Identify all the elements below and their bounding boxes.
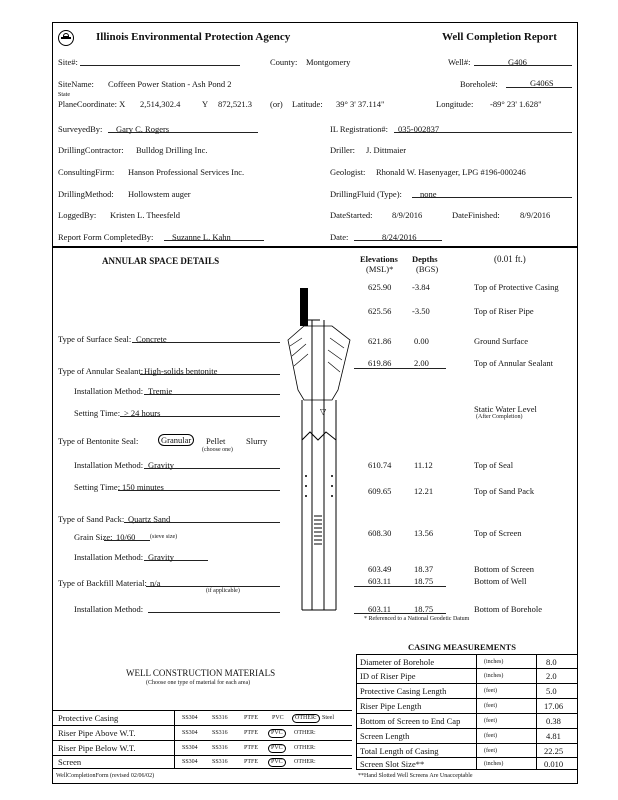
date-value: 8/24/2016	[382, 232, 417, 242]
casing-title: CASING MEASUREMENTS	[408, 642, 516, 652]
datum-footnote: * Referenced to a National Geodetic Datum	[364, 616, 470, 622]
site-field[interactable]	[80, 65, 240, 66]
x-value: 2,514,302.4	[140, 99, 181, 109]
bentonite-option-granular[interactable]: Granular	[158, 434, 194, 446]
date-started-label: DateStarted:	[330, 210, 373, 220]
protective-casing-icon	[300, 288, 308, 326]
agency-seal-icon	[58, 30, 74, 46]
plane-coord-label: PlaneCoordinate: X	[58, 99, 126, 109]
county-label: County:	[270, 57, 298, 67]
section-divider	[52, 246, 578, 248]
static-water-note: (After Completion)	[476, 414, 523, 420]
bentonite-install-label: Installation Method:	[74, 460, 144, 470]
bentonite-choose-note: (choose one)	[202, 447, 233, 453]
il-reg-label: IL Registration#:	[330, 124, 388, 134]
grain-size-label: Grain Size:	[74, 532, 113, 542]
drilling-contractor-label: DrillingContractor:	[58, 145, 124, 155]
or-label: (or)	[270, 99, 283, 109]
annular-sealant-label: Type of Annular Sealant:	[58, 366, 144, 376]
logged-value: Kristen L. Theesfeld	[110, 210, 180, 220]
agency-name: Illinois Environmental Protection Agency	[96, 31, 291, 43]
depths-unit: (BGS)	[416, 264, 439, 274]
form-footer: WellCompletionForm (revised 02/06/02)	[56, 773, 155, 779]
y-value: 872,521.3	[218, 99, 252, 109]
depths-header: Depths	[412, 254, 438, 264]
well-value: G406	[508, 57, 527, 67]
drilling-method-value: Hollowstem auger	[128, 189, 191, 199]
well-diagram	[280, 280, 360, 625]
driller-value: J. Dittmaier	[366, 145, 407, 155]
county-value: Montgomery	[306, 57, 351, 67]
setting-time-label: Setting Time:	[74, 408, 121, 418]
backfill-note: (if applicable)	[206, 588, 240, 594]
logged-label: LoggedBy:	[58, 210, 97, 220]
backfill-label: Type of Backfill Material:	[58, 578, 147, 588]
site-name-label: SiteName:	[58, 79, 94, 89]
surface-seal-value: Concrete	[136, 334, 167, 344]
sandpack-install-value: Gravity	[148, 552, 174, 562]
elevations-header: Elevations	[360, 254, 398, 264]
report-title: Well Completion Report	[442, 31, 557, 43]
date-finished-value: 8/9/2016	[520, 210, 551, 220]
annular-install-value: Tremie	[148, 386, 173, 396]
materials-subtitle: (Choose one type of material for each area)	[146, 680, 251, 686]
drilling-fluid-label: DrillingFluid (Type):	[330, 189, 402, 199]
drilling-fluid-value: none	[420, 189, 437, 199]
bentonite-setting-label: Setting Time:	[74, 482, 121, 492]
surface-seal-label: Type of Surface Seal:	[58, 334, 132, 344]
precision-note: (0.01 ft.)	[494, 254, 526, 264]
latitude-label: Latitude:	[292, 99, 323, 109]
sandpack-label: Type of Sand Pack:	[58, 514, 125, 524]
il-reg-value: 035-002837	[398, 124, 440, 134]
bentonite-seal-label: Type of Bentonite Seal:	[58, 436, 139, 446]
grain-size-unit: (sieve size)	[150, 534, 178, 540]
y-label: Y	[202, 99, 209, 109]
consulting-value: Hanson Professional Services Inc.	[128, 167, 245, 177]
longitude-label: Longitude:	[436, 99, 474, 109]
bentonite-setting-value: 150 minutes	[122, 482, 164, 492]
drilling-method-label: DrillingMethod:	[58, 189, 114, 199]
bentonite-install-value: Gravity	[148, 460, 174, 470]
driller-label: Driller:	[330, 145, 356, 155]
surveyed-label: SurveyedBy:	[58, 124, 103, 134]
sandpack-value: Quartz Sand	[128, 514, 171, 524]
backfill-value: n/a	[150, 578, 161, 588]
water-level-icon: ▽	[320, 407, 327, 416]
annular-title: ANNULAR SPACE DETAILS	[102, 256, 220, 266]
well-label: Well#:	[448, 57, 471, 67]
bentonite-option-pellet[interactable]: Pellet	[206, 436, 226, 446]
report-completed-label: Report Form CompletedBy:	[58, 232, 154, 242]
consulting-label: ConsultingFirm:	[58, 167, 115, 177]
bentonite-option-slurry[interactable]: Slurry	[246, 436, 268, 446]
elevations-unit: (MSL)*	[366, 264, 394, 274]
casing-footnote: **Hand Slotted Well Screens Are Unacceptable	[358, 773, 473, 779]
drilling-contractor-value: Bulldog Drilling Inc.	[136, 145, 208, 155]
grain-size-value: 10/60	[116, 532, 136, 542]
setting-time-value: > 24 hours	[124, 408, 161, 418]
latitude-value: 39° 3' 37.114"	[336, 99, 385, 109]
sandpack-install-label: Installation Method:	[74, 552, 144, 562]
materials-title: WELL CONSTRUCTION MATERIALS	[126, 668, 276, 678]
longitude-value: -89° 23' 1.628"	[490, 99, 542, 109]
report-completed-value: Suzanne L. Kahn	[172, 232, 231, 242]
surveyed-value: Gary C. Rogers	[116, 124, 170, 134]
site-label: Site#:	[58, 57, 78, 67]
state-label: State	[58, 92, 70, 98]
borehole-label: Borehole#:	[460, 79, 498, 89]
static-water-label: Static Water Level	[474, 404, 537, 414]
geologist-value: Rhonald W. Hasenyager, LPG #196-000246	[376, 167, 526, 177]
date-label: Date:	[330, 232, 349, 242]
geologist-label: Geologist:	[330, 167, 366, 177]
backfill-install-label: Installation Method:	[74, 604, 144, 614]
site-name-value: Coffeen Power Station - Ash Pond 2	[108, 79, 232, 89]
date-started-value: 8/9/2016	[392, 210, 423, 220]
annular-sealant-value: High-solids bentonite	[144, 366, 218, 376]
date-finished-label: DateFinished:	[452, 210, 500, 220]
annular-install-label: Installation Method:	[74, 386, 144, 396]
borehole-value: G406S	[530, 78, 554, 88]
